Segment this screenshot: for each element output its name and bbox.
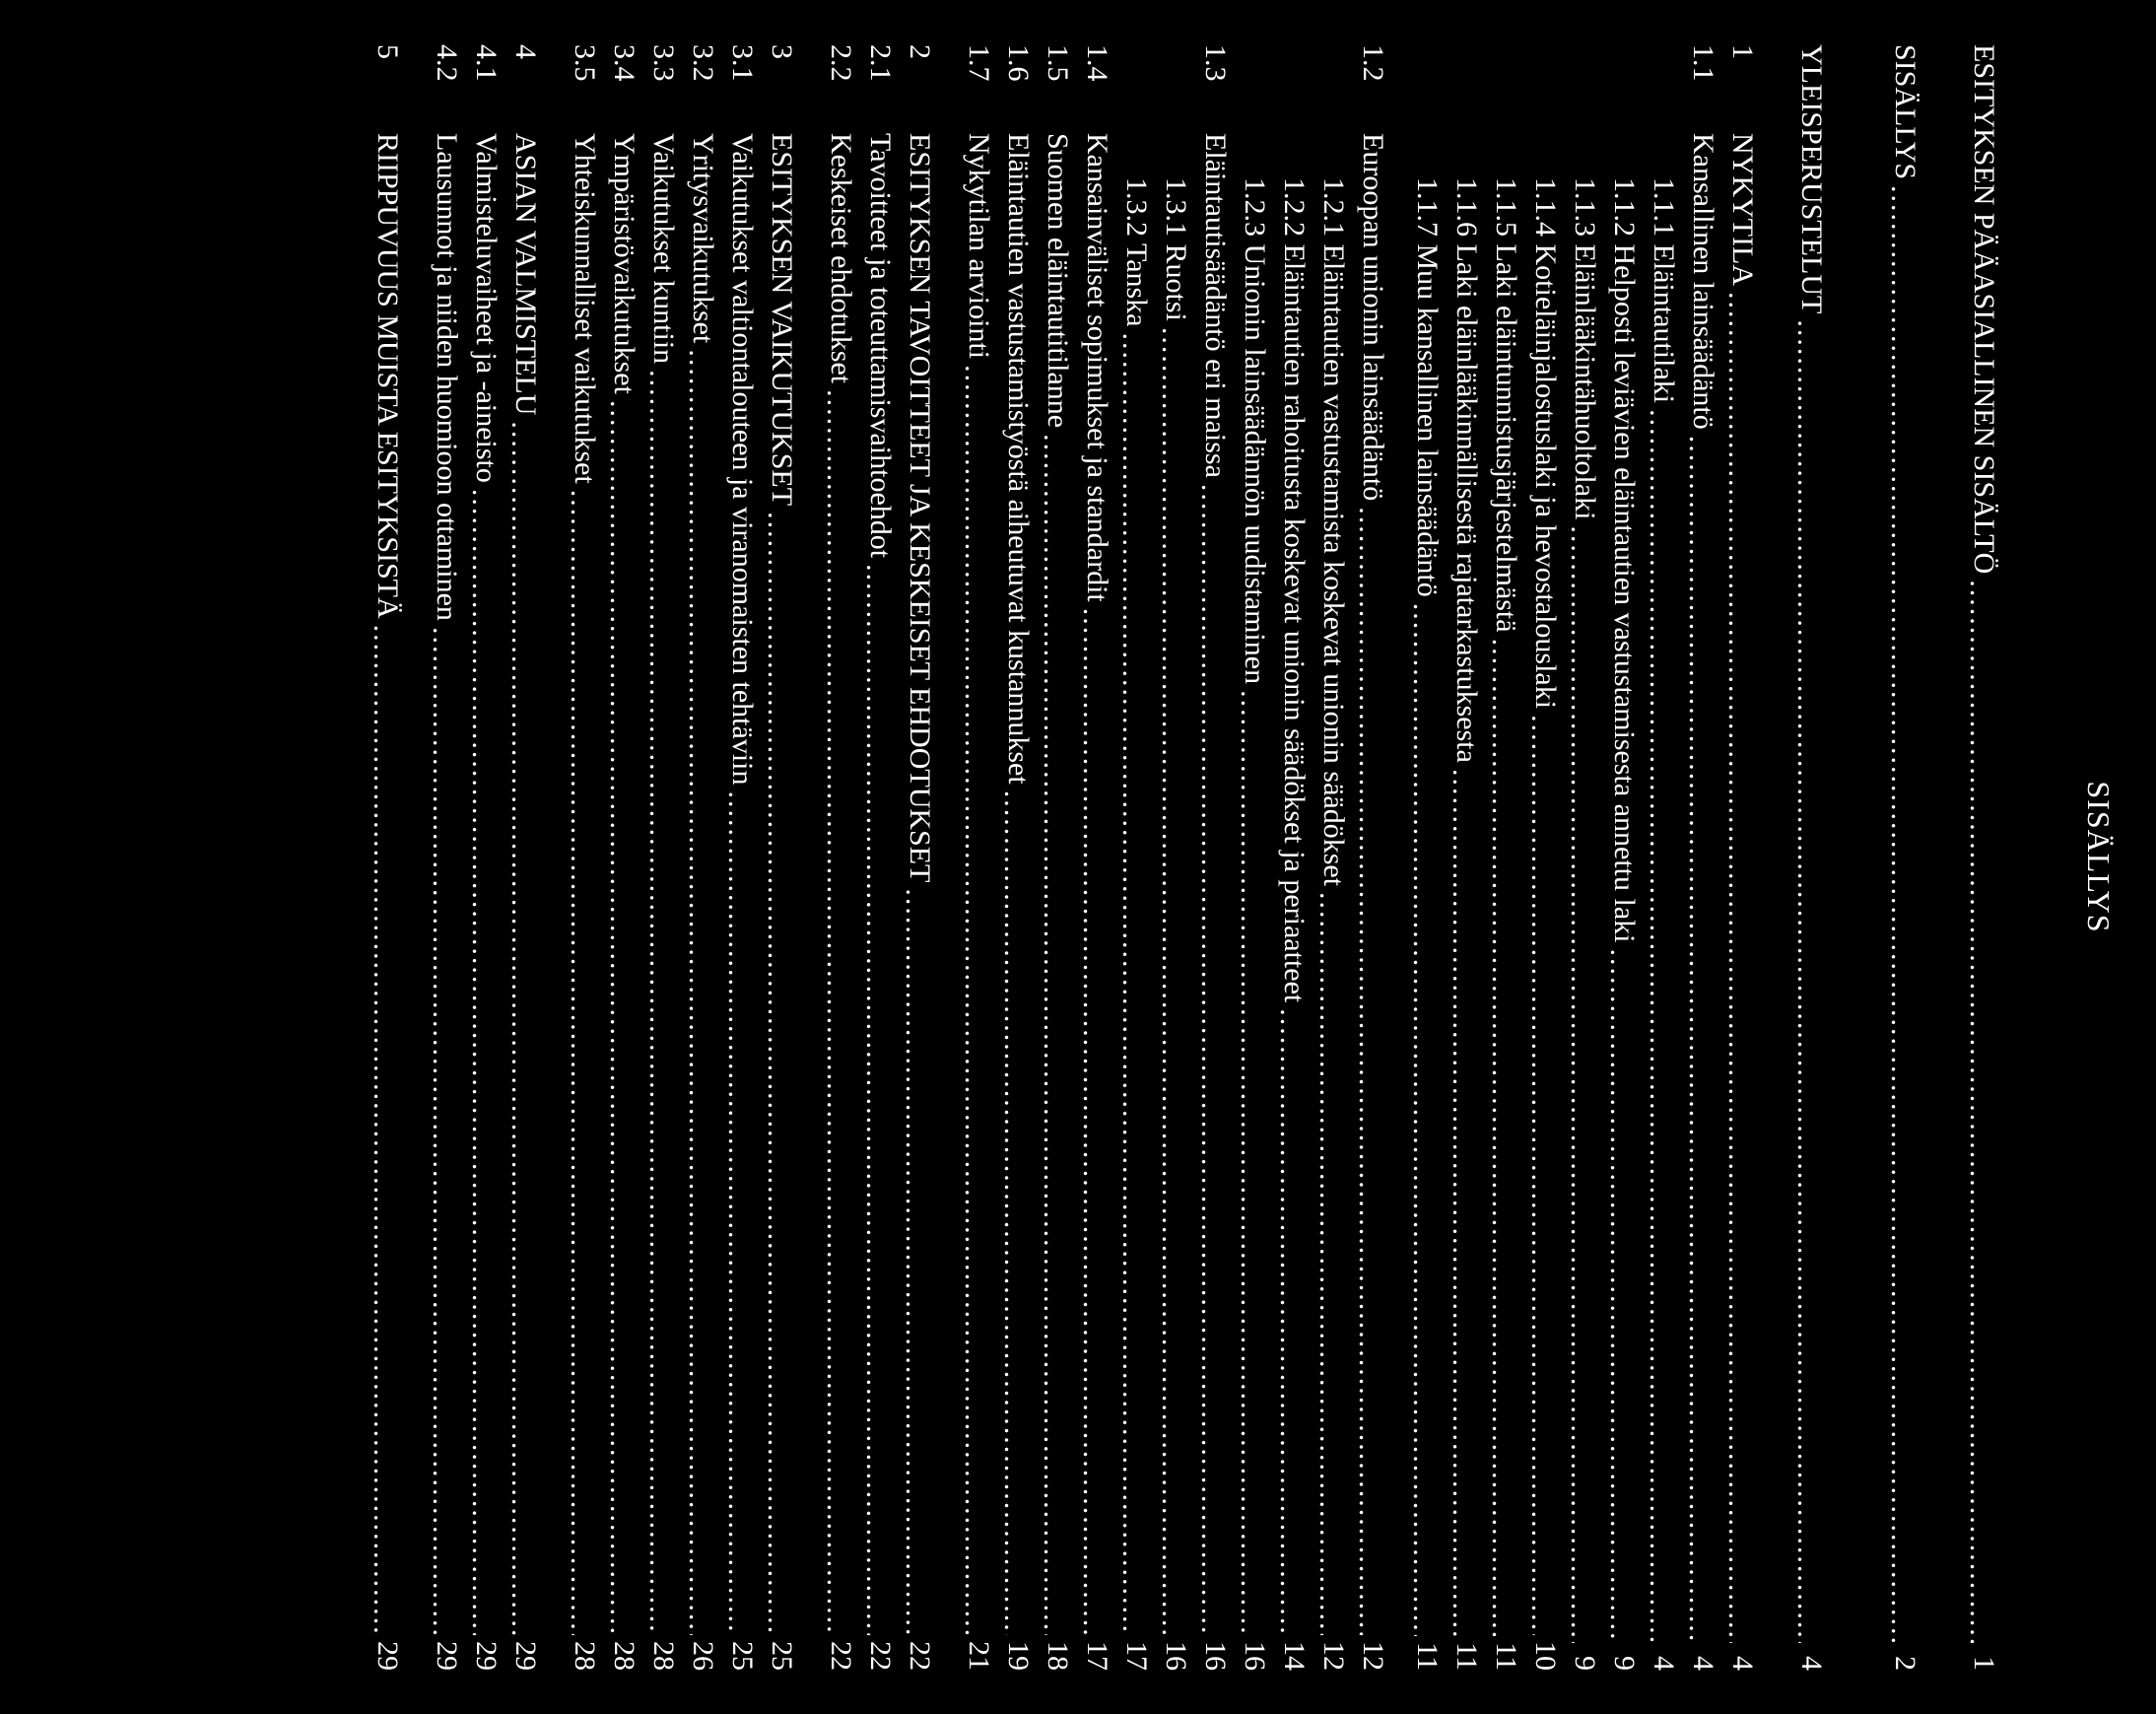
dot-leader: [1274, 1008, 1310, 1635]
dot-leader: [604, 400, 640, 1635]
toc-entry-page: 4: [1648, 1656, 1680, 1671]
toc-entry-page: 26: [687, 1641, 719, 1671]
dot-leader: [1195, 484, 1231, 1635]
toc-entry-number: 1.3: [1199, 44, 1232, 82]
toc-entry-number: 5: [371, 44, 404, 59]
toc-entry-number: 3.4: [608, 44, 640, 82]
toc-entry-title: 1.1.1 Eläintautilaki: [1648, 177, 1680, 404]
toc-entry-number: 2.2: [825, 44, 857, 82]
dot-leader: [505, 421, 541, 1635]
toc-entry-title: Eläintautisäädäntö eri maissa: [1199, 133, 1232, 478]
toc-entry-page: 28: [608, 1641, 640, 1671]
dot-leader: [1644, 409, 1679, 1643]
toc-entry-number: 1.7: [963, 44, 995, 82]
dot-leader: [1038, 434, 1073, 1635]
toc-entry-page: 29: [509, 1641, 542, 1671]
toc-entry-page: 4: [1795, 1656, 1828, 1671]
toc-entry[interactable]: [1235, 44, 1274, 1671]
toc-entry-page: 28: [647, 1641, 680, 1671]
toc-entry-number: 1.2: [1357, 44, 1389, 82]
toc-entry[interactable]: [762, 44, 801, 1671]
toc-entry[interactable]: [1604, 44, 1644, 1671]
toc-entry[interactable]: [1195, 44, 1235, 1671]
toc-entry[interactable]: [604, 44, 643, 1671]
toc-entry-page: 29: [371, 1641, 404, 1671]
toc-entry[interactable]: [643, 44, 683, 1671]
toc-entry-title: Kansainväliset sopimukset ja standardit: [1081, 133, 1113, 602]
toc-entry-page: 21: [963, 1641, 995, 1671]
toc-entry[interactable]: [1314, 44, 1353, 1671]
toc-entry-page: 9: [1569, 1656, 1601, 1671]
dot-leader: [1447, 769, 1482, 1636]
toc-entry-title: ESITYKSEN PÄÄASIALLINEN SISÄLTÖ: [1968, 44, 2000, 575]
toc-entry-title: Kansallinen lainsäädäntö: [1687, 133, 1719, 430]
toc-entry[interactable]: [1791, 44, 1831, 1671]
toc-entry[interactable]: [821, 44, 860, 1671]
toc-entry[interactable]: [1885, 44, 1924, 1671]
toc-entry-title: 1.1.4 Kotieläinjalostuslaki ja hevostalouslaki: [1529, 177, 1562, 710]
toc-entry-title: Ympäristövaikutukset: [608, 133, 640, 394]
toc-entry-title: Vaikutukset valtiontalouteen ja viranomaisten tehtäviin: [726, 133, 759, 786]
toc-entry-page: 4: [1726, 1656, 1759, 1671]
toc-entry-number: 2.1: [864, 44, 897, 82]
toc-entry-title: Eläintautien vastustamistyöstä aiheutuvat kustannukset: [1002, 133, 1035, 785]
toc-entry-number: 3.2: [687, 44, 719, 82]
toc-entry-title: ESITYKSEN VAIKUTUKSET: [766, 133, 798, 507]
toc-entry-number: 1.1: [1687, 44, 1719, 82]
toc-entry-number: 1.4: [1081, 44, 1113, 82]
toc-entry-page: 11: [1411, 1642, 1444, 1671]
toc-entry-page: 1: [1968, 1656, 2000, 1671]
dot-leader: [1353, 507, 1388, 1635]
toc-entry-number: 3: [766, 44, 798, 59]
toc-entry[interactable]: [860, 44, 900, 1671]
toc-entry[interactable]: [427, 44, 466, 1671]
dot-leader: [368, 625, 403, 1635]
toc-entry-page: 29: [431, 1641, 463, 1671]
toc-entry-title: YLEISPERUSTELUT: [1795, 44, 1828, 314]
toc-entry[interactable]: [1486, 44, 1525, 1671]
toc-entry-page: 17: [1081, 1641, 1113, 1671]
toc-entry-number: 1.5: [1042, 44, 1074, 82]
toc-entry-title: 1.1.7 Muu kansallinen lainsäädäntö: [1411, 177, 1444, 597]
toc-entry[interactable]: [1565, 44, 1604, 1671]
dot-leader: [762, 512, 797, 1635]
dot-leader: [683, 349, 718, 1635]
toc-entry-title: ESITYKSEN TAVOITTEET JA KESKEISET EHDOTUKSET: [904, 133, 936, 883]
toc-entry[interactable]: [505, 44, 545, 1671]
toc-entry-number: 4.1: [470, 44, 503, 82]
toc-entry-title: 1.1.5 Laki eläintunnistusjärjestelmästä: [1490, 177, 1522, 633]
toc-entry-title: Euroopan unionin lainsäädäntö: [1357, 133, 1389, 502]
toc-entry[interactable]: [1274, 44, 1314, 1671]
toc-entry[interactable]: [1964, 44, 2003, 1671]
toc-entry-number: 3.3: [647, 44, 680, 82]
toc-entry[interactable]: [1038, 44, 1077, 1671]
dot-leader: [860, 564, 896, 1635]
toc-entry-title: ASIAN VALMISTELU: [509, 133, 542, 416]
toc-entry-page: 17: [1120, 1641, 1153, 1671]
dot-leader: [1407, 603, 1443, 1636]
dot-leader: [1156, 327, 1191, 1635]
toc-entry-title: NYKYTILA: [1726, 133, 1759, 286]
toc-entry-number: 4.2: [431, 44, 463, 82]
toc-entry-page: 12: [1317, 1641, 1350, 1671]
toc-entry[interactable]: [368, 44, 407, 1671]
toc-entry-number: 3.1: [726, 44, 759, 82]
dot-leader: [959, 365, 994, 1635]
toc-entry-title: SISÄLLYS: [1889, 44, 1921, 180]
toc-entry-number: 1.6: [1002, 44, 1035, 82]
toc-entry-number: 3.5: [569, 44, 601, 82]
toc-entry-title: 1.1.2 Helposti leviävien eläintautien vastustamisesta annettu laki: [1608, 177, 1641, 943]
toc-entry-title: Lausunnot ja niiden huomioon ottaminen: [431, 133, 463, 621]
dot-leader: [1116, 333, 1152, 1636]
toc-entry-title: 1.1.6 Laki eläinlääkinnällisestä rajatarkastuksesta: [1450, 177, 1483, 763]
toc-entry[interactable]: [565, 44, 604, 1671]
toc-entry-title: 1.2.2 Eläintautien rahoitusta koskevat unionin säädökset ja periaatteet: [1278, 177, 1311, 1003]
toc-entry-title: Nykytilan arviointi: [963, 133, 995, 360]
dot-leader: [821, 389, 856, 1635]
toc-entry[interactable]: [683, 44, 722, 1671]
toc-entry-title: Tavoitteet ja toteuttamisvaihtoehdot: [864, 133, 897, 559]
toc-entry-title: 1.2.3 Unionin lainsäädännön uudistaminen: [1239, 177, 1271, 685]
toc-entry-title: Suomen eläintautitilanne: [1042, 133, 1074, 429]
dot-leader: [643, 370, 679, 1635]
dot-leader: [1077, 608, 1112, 1635]
toc-entry[interactable]: [1447, 44, 1486, 1671]
toc-entry[interactable]: [1156, 44, 1195, 1671]
toc-entry[interactable]: [900, 44, 939, 1671]
toc-entry-page: 19: [1002, 1641, 1035, 1671]
toc-entry-page: 18: [1042, 1641, 1074, 1671]
dot-leader: [722, 791, 758, 1636]
dot-leader: [1604, 948, 1640, 1643]
toc-entry[interactable]: [1525, 44, 1565, 1671]
dot-leader: [1722, 292, 1758, 1643]
toc-entry-page: 4: [1687, 1656, 1719, 1671]
toc-entry-title: Vaikutukset kuntiin: [647, 133, 680, 365]
toc-entry-page: 10: [1529, 1641, 1562, 1671]
toc-entry-page: 11: [1450, 1642, 1483, 1671]
toc-entry-page: 28: [569, 1641, 601, 1671]
toc-entry[interactable]: [466, 44, 505, 1671]
toc-entry-page: 9: [1608, 1656, 1641, 1671]
toc-entry[interactable]: [1722, 44, 1762, 1671]
toc-entry[interactable]: [1353, 44, 1392, 1671]
toc-entry-number: 4: [509, 44, 542, 59]
toc-entry-page: 12: [1357, 1641, 1389, 1671]
dot-leader: [1683, 436, 1718, 1643]
dot-leader: [1885, 185, 1920, 1643]
dot-leader: [1791, 319, 1827, 1643]
toc-entry[interactable]: [998, 44, 1038, 1671]
toc-entry-page: 25: [766, 1641, 798, 1671]
dot-leader: [427, 627, 462, 1635]
toc-entry-title: Keskeiset ehdotukset: [825, 133, 857, 384]
dot-leader: [1314, 892, 1349, 1635]
toc-entry-title: 1.2.1 Eläintautien vastustamista koskevat unionin säädökset: [1317, 177, 1350, 887]
toc-entry-title: Yhteiskunnalliset vaikutukset: [569, 133, 601, 484]
toc-entry[interactable]: [1116, 44, 1156, 1671]
dot-leader: [466, 489, 502, 1635]
toc-entry-page: 29: [470, 1641, 503, 1671]
toc-entry[interactable]: [1683, 44, 1722, 1671]
toc-entry-page: 11: [1490, 1642, 1522, 1671]
toc-entry-page: 14: [1278, 1641, 1311, 1671]
dot-leader: [1235, 690, 1270, 1635]
toc-entry-page: 16: [1160, 1641, 1192, 1671]
toc-entry-page: 2: [1889, 1656, 1921, 1671]
toc-entry[interactable]: [1077, 44, 1116, 1671]
toc-entry-title: 1.3.1 Ruotsi: [1160, 177, 1192, 321]
page-title: SISÄLLYS: [2081, 781, 2117, 933]
toc-entry-title: 1.1.3 Eläinlääkintähuoltolaki: [1569, 177, 1601, 520]
toc-entry-number: 1: [1726, 44, 1759, 59]
toc-entry-page: 22: [904, 1641, 936, 1671]
dot-leader: [1565, 525, 1600, 1643]
toc-entry[interactable]: [1644, 44, 1683, 1671]
toc-entry-page: 16: [1239, 1641, 1271, 1671]
toc-entry[interactable]: [722, 44, 762, 1671]
toc-entry-title: RIIPPUVUUS MUISTA ESITYKSISTÄ: [371, 133, 404, 619]
toc-entry-page: 25: [726, 1641, 759, 1671]
dot-leader: [1486, 639, 1521, 1637]
toc-entry-page: 16: [1199, 1641, 1232, 1671]
dot-leader: [998, 790, 1034, 1635]
toc-entry[interactable]: [1407, 44, 1447, 1671]
dot-leader: [1525, 715, 1561, 1635]
dot-leader: [565, 490, 600, 1635]
dot-leader: [900, 888, 935, 1635]
toc-entry-title: 1.3.2 Tanska: [1120, 177, 1153, 327]
toc-entry-title: Valmisteluvaiheet ja -aineisto: [470, 133, 503, 483]
toc-entry-number: 2: [904, 44, 936, 59]
toc-entry-page: 22: [825, 1641, 857, 1671]
toc-entry[interactable]: [959, 44, 998, 1671]
dot-leader: [1964, 580, 1999, 1643]
toc-entry-title: Yritysvaikutukset: [687, 133, 719, 344]
toc-entry-page: 22: [864, 1641, 897, 1671]
